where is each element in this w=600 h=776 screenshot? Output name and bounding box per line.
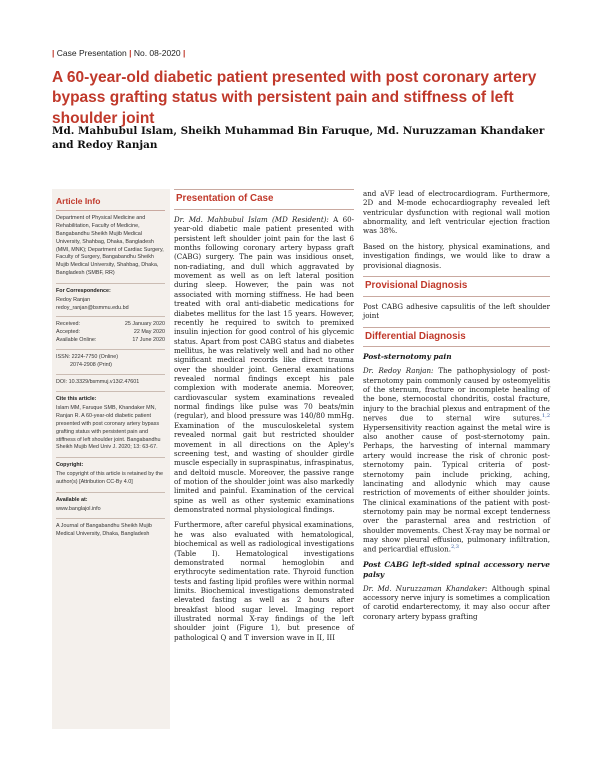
continued-paragraph: and aVF lead of electrocardiogram. Furthermore, 2D and M-mode echocardiography revealed left ventricular dysfunction with regional wall motion abnormality, and left ventricular ejection fraction was 38%. [363,189,550,236]
article-authors: Md. Mahbubul Islam, Sheikh Muhammad Bin Faruque, Md. Nuruzzaman Khandaker and Redoy Ranjan [52,125,545,152]
correspondence-label: For Correspondence: [56,287,111,294]
speaker-name: Dr. Md. Mahbubul Islam (MD Resident): [174,214,329,224]
reference-link[interactable]: 1,2 [542,413,550,419]
speaker-name: Dr. Redoy Ranjan: [363,366,434,376]
received-row [56,321,165,329]
divider [56,316,165,317]
issn-online: ISSN: 2224-7750 (Online) [56,353,119,360]
based-paragraph: Based on the history, physical examinations, and investigation findings, we would like to draw a provisional diagnosis. [363,241,550,270]
differential-heading: Differential Diagnosis [363,327,550,348]
post-sternotomy-text-a: The pathophysiology of post-sternotomy pain commonly caused by osteomyelitis of the sternum, fracture or incomplete healing of the bone, sternocostal chondritis, costal fracture, injury to the brachial plexus and entrapment of the nerves due to sternal wire sutures. [363,366,550,423]
divider [56,457,165,458]
presentation-column [174,189,354,648]
header-separator: | [129,48,132,58]
divider [56,374,165,375]
received-date: 25 January 2020 [124,321,165,328]
reference-link[interactable]: 2,3 [450,544,459,551]
correspondence-email[interactable]: redoy_ranjan@bsmmu.edu.bd [56,304,129,311]
doi[interactable]: DOI: 10.3329/bsmmuj.v13i2.47601 [56,378,140,385]
cite-text: Islam MM, Faruque SMB, Khandaker MN, Ranjan R. A 60-year-old diabetic patient presented with post coronary artery bypass grafting status with persistent pain and stiffness of left shoulder joint. Bangabandhu Sheikh Mujib Med Univ J. 2020; 13: 63-67. [56,405,161,451]
issn-print: 2074-2908 (Print) [70,361,112,368]
divider [56,391,165,392]
copyright-label: Copyright: [56,462,84,469]
divider [56,518,165,519]
journal-header [52,48,185,58]
accessory-nerve-text: Although spinal accessory nerve injury is sometimes a complication of carotid endarterectomy, it may also occur after coronary artery bypass grafting [363,583,550,621]
copyright-text: The copyright of this article is retained by the author(s) [Attribution CC-By 4.0] [56,471,163,485]
available-at-label: Available at: [56,496,88,503]
presentation-heading: Presentation of Case [174,189,354,210]
post-sternotomy-paragraph [363,366,550,554]
header-bar-right: | [183,48,186,58]
article-title: A 60-year-old diabetic patient presented with post coronary artery bypass grafting status with persistent pain and stiffness of left shoulder joint [52,69,537,127]
presentation-para1-text: A 60-year-old diabetic male patient presented with persistent left shoulder joint pain for the last 6 months following coronary artery bypass graft (CABG) surgery. The pain was insidious onset, non-radiating, and dull which aggravated by movement as well as on left lateral position during sleep. However, the pain was not associated with morning stiffness. He had been treated with oral anti-diabetic medications for diabetes mellitus for the last 15 years. However, recently he required to switch to premixed insulin injection for good control of his glycemic status. Apart from post CABG status and diabetes mellitus, he was relatively well and had no other significant medical records like direct trauma over the shoulder joint. General examinations revealed normal findings except his pale complexion with moderate anemia. Moreover, cardiovascular system examinations revealed normal findings like pulse was 70 beats/min (regular), and blood pressure was 140/80 mmHg. Examination of the musculoskeletal system revealed normal gait but restricted shoulder movement in all directions on the Apley's screening test, and wasting of shoulder girdle muscle especially in supraspinatus, infraspinatus, and deltoid muscle. Moreover, the passive range of motion of the shoulder joint was also markedly limited and painful. Examination of the cervical spine as well as other systemic examinations demonstrated normal physiological findings. [174,214,354,515]
post-sternotomy-text-b: Hypersensitivity reaction against the metal wire is also another cause of post-sternotomy pain. Perhaps, the harvesting of internal mammary artery would increase the risk of chronic post-sternotomy pain. Typical criteria of post-sternotomy pain include pricking, aching, lancinating and allodynic which may cause restriction of movements of either shoulder joints. The clinical examinations of the patient with post-sternotomy pain may be normal except tenderness over the parasternal area and restriction of shoulder movements. Chest X-ray may be normal or may show pleural effusion, pulmonary infiltration, and pericardial effusion. [363,422,551,554]
divider [56,283,165,284]
received-label: Received: [56,321,80,328]
presentation-para2: Furthermore, after careful physical examinations, he was also evaluated with hematological, biochemical as well as radiological investigations (Table I). Hematological investigations demonstrated normal hemoglobin and erythrocyte sedimentation rate. Thyroid function tests and fasting lipid profiles were within normal limits. Biochemical investigations demonstrated elevated fasting as well as 2 hours after breakfast blood sugar level. Imaging report illustrated normal X-ray findings of the left shoulder joint (Figure 1), but presence of pathological Q and T inversion wave in II, III [174,520,354,642]
available-date: 17 June 2020 [132,337,165,344]
accepted-date: 22 May 2020 [133,329,165,336]
affiliation: Department of Physical Medicine and Rehabilitation, Faculty of Medicine, Bangabandhu Sheikh Mujib Medical University, Shahbag, Dhaka, Bangladesh (MMI, MNK); Department of Cardiac Surgery, Faculty of Surgery, Bangabandhu Sheikh Mujib Medical University, Shahbag, Dhaka, Bangladesh (SMBF, RR) [56,215,164,277]
presentation-para1 [174,215,354,515]
subheading-accessory-nerve: Post CABG left-sided spinal accessory nerve palsy [363,560,550,579]
divider [56,492,165,493]
correspondence-name: Redoy Ranjan [56,296,91,303]
journal-note: A Journal of Bangabandhu Sheikh Mujib Medical University, Dhaka, Bangladesh [56,523,152,538]
available-at-link[interactable]: www.banglajol.info [56,505,101,512]
divider [56,349,165,350]
accessory-nerve-paragraph [363,584,550,621]
right-column [363,189,550,627]
available-label: Available Online: [56,337,97,344]
subheading-post-sternotomy: Post-sternotomy pain [363,352,452,362]
header-bar-left: | [52,48,55,58]
accepted-label: Accepted: [56,329,80,336]
provisional-text: Post CABG adhesive capsulitis of the left shoulder joint [363,301,550,321]
article-dates [56,321,165,344]
cite-label: Cite this article: [56,396,97,403]
speaker-name: Dr. Md. Nuruzzaman Khandaker: [363,583,488,593]
accepted-row [56,329,165,337]
available-row [56,337,165,345]
article-info-heading: Article Info [56,195,165,211]
header-section: Case Presentation [56,48,127,58]
header-number: No. 08-2020 [133,48,181,58]
provisional-heading: Provisional Diagnosis [363,276,550,297]
article-info-sidebar [52,189,170,729]
